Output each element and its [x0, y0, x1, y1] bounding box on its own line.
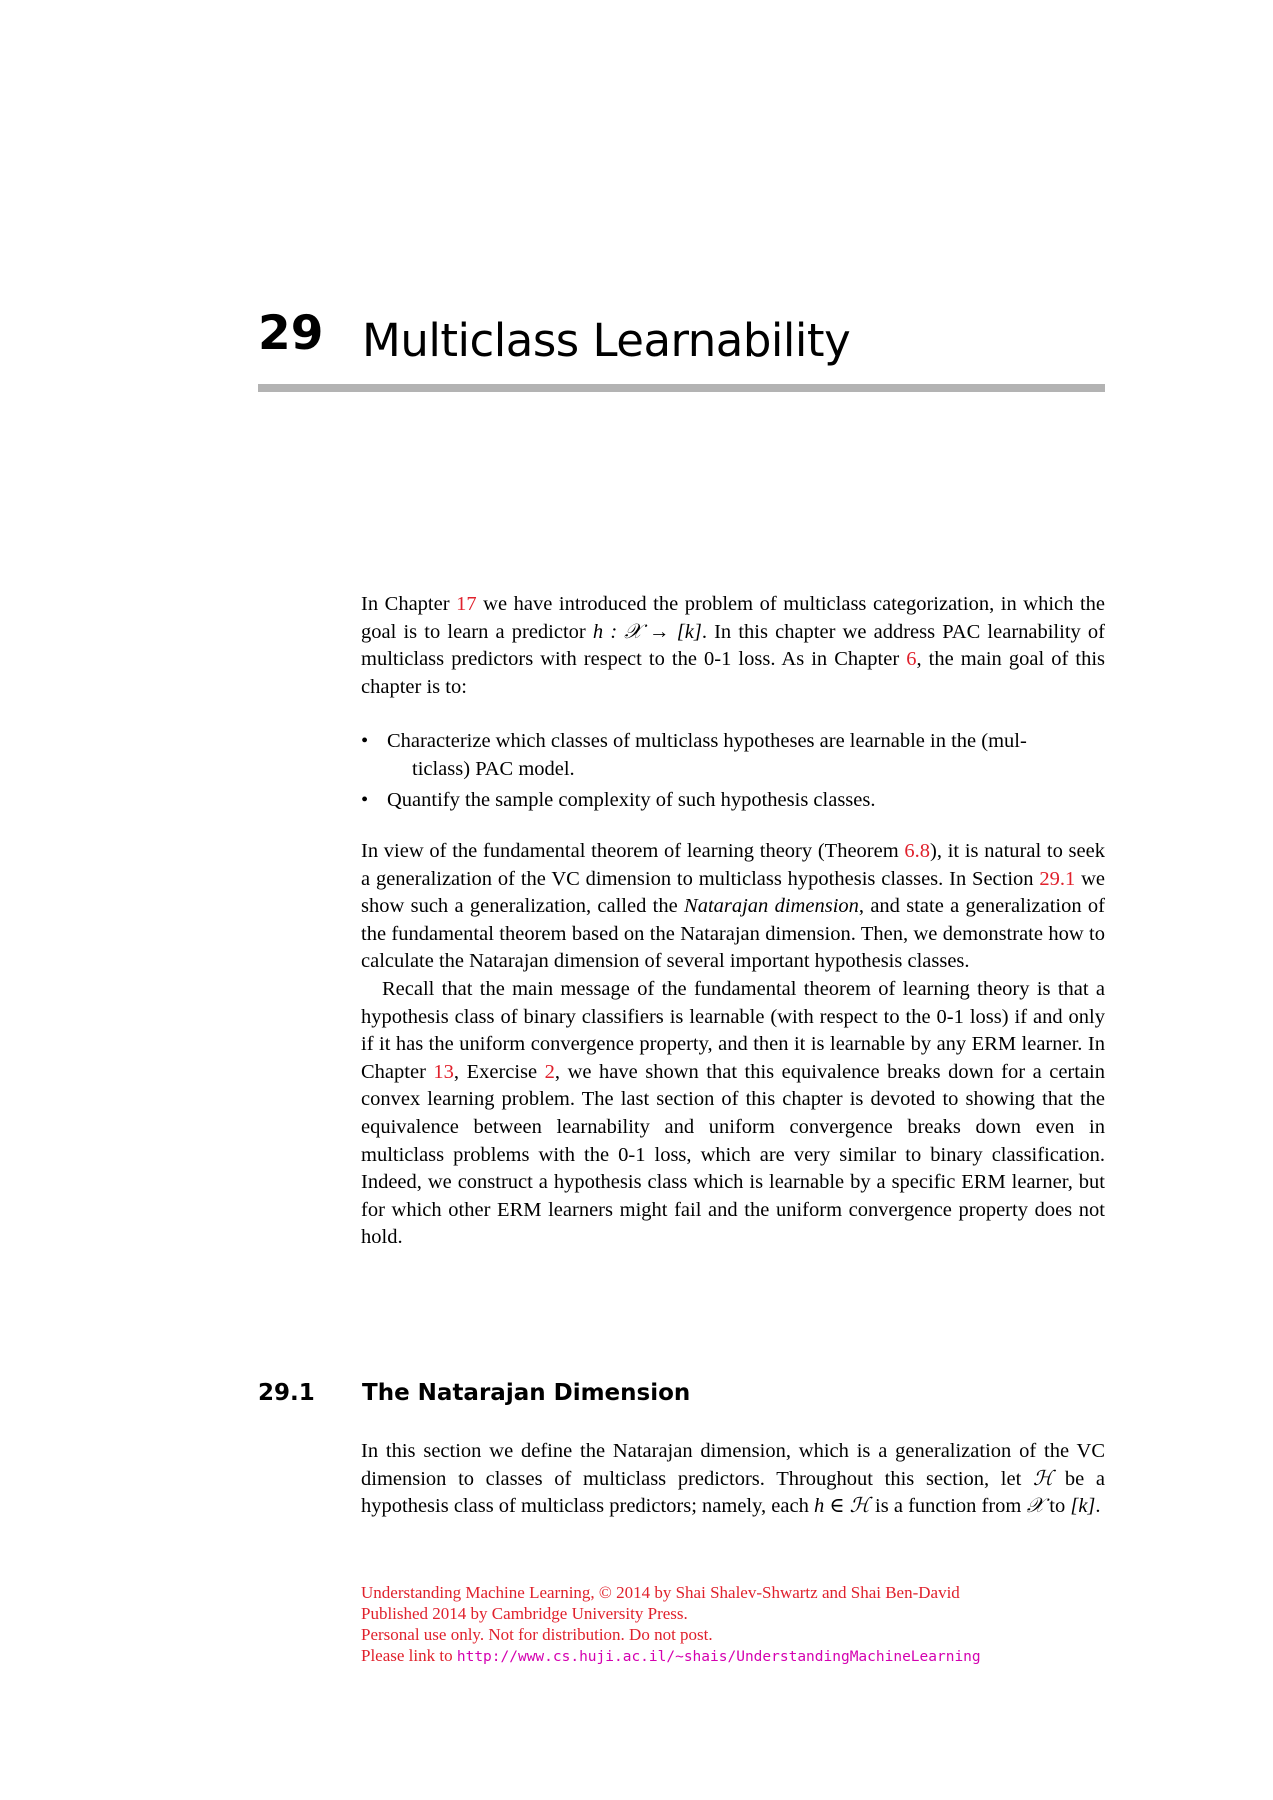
label-set-math: [k]: [1070, 1495, 1096, 1518]
domain-math: 𝒳: [1026, 1495, 1045, 1518]
chapter-17-link[interactable]: 17: [456, 593, 477, 615]
footer-line-1: Understanding Machine Learning, © 2014 by Shai Shalev-Shwartz and Shai Ben-David: [361, 1583, 960, 1602]
bullet-icon: •: [361, 789, 369, 812]
footer-line-3: Personal use only. Not for distribution. Do not post.: [361, 1625, 713, 1644]
h-in-H-math: h ∈ ℋ: [813, 1495, 870, 1518]
chapter-number: 29: [258, 306, 324, 361]
view-paragraph: [361, 838, 1105, 976]
section-text-e: .: [1095, 1495, 1101, 1518]
chapter-6-link[interactable]: 6: [906, 648, 917, 671]
view-text-d: , and state a generalization of the fundamental theorem based on the Natarajan dimension. Then, we demonstrate how to calculate the Natarajan dimension of several important hypothesis classes.: [361, 895, 1105, 973]
footer-line-4: [361, 1645, 1121, 1668]
hypothesis-class-math: ℋ: [1032, 1467, 1054, 1490]
section-title: The Natarajan Dimension: [362, 1380, 691, 1406]
intro-text-c: . In this chapter we address PAC learnability of multiclass predictors with respect to the 0-1 loss. As in Chapter: [361, 620, 1106, 671]
chapter-13-link[interactable]: 13: [433, 1060, 454, 1083]
section-number: 29.1: [258, 1380, 315, 1406]
section-text-d: to: [1044, 1495, 1071, 1518]
footer-line-2: Published 2014 by Cambridge University Press.: [361, 1604, 688, 1623]
recall-text-c: , we have shown that this equivalence breaks down for a certain convex learning problem. The last section of this chapter is devoted to showing that the equivalence between learnability and uniform convergence breaks down even in multiclass problems with the 0-1 loss, which are very similar to binary classification. Indeed, we construct a hypothesis class which is learnable by a specific ERM learner, but for which other ERM learners might fail and the uniform convergence property does not hold.: [361, 1060, 1105, 1249]
section-29-1-link[interactable]: 29.1: [1039, 867, 1076, 890]
bullet-2-line1: Quantify the sample complexity of such hypothesis classes.: [387, 789, 876, 812]
copyright-footer: [361, 1582, 1121, 1668]
footer-link-prefix: Please link to: [361, 1646, 457, 1665]
view-text-c: we show such a generalization, called the: [361, 867, 1105, 918]
list-item: [361, 728, 1105, 783]
bullet-1-line1: Characterize which classes of multiclass hypotheses are learnable in the (mul-: [387, 730, 1027, 752]
list-item: [361, 787, 1105, 815]
intro-text-a: In Chapter: [361, 593, 457, 615]
view-text-b: ), it is natural to seek a generalization of the VC dimension to multiclass hypothesis classes. In Section: [361, 840, 1105, 890]
recall-text-a: Recall that the main message of the fundamental theorem of learning theory is that a hypothesis class of binary classifiers is learnable (with respect to the 0-1 loss) if and only if it has the uniform convergence property, and then it is learnable by any ERM learner. In Chapter: [361, 977, 1105, 1083]
theorem-6-8-link[interactable]: 6.8: [904, 840, 931, 862]
intro-text-d: , the main goal of this chapter is to:: [361, 648, 1105, 698]
intro-paragraph: [361, 591, 1105, 701]
intro-text-b: we have introduced the problem of multiclass categorization, in which the goal is to learn a predictor: [361, 593, 1105, 643]
recall-text-b: , Exercise: [453, 1060, 545, 1083]
chapter-title: Multiclass Learnability: [362, 314, 851, 367]
section-text-a: In this section we define the Natarajan dimension, which is a generalization of the VC dimension to classes of multiclass predictors. Throughout this section, let: [361, 1440, 1105, 1490]
overview-paragraphs: [361, 838, 1105, 1252]
bullet-1-line2: ticlass) PAC model.: [412, 757, 575, 780]
view-text-a: In view of the fundamental theorem of learning theory (Theorem: [361, 840, 905, 862]
bullet-icon: •: [361, 730, 369, 752]
goals-list: [361, 728, 1105, 819]
natarajan-dimension-term: Natarajan dimension: [684, 895, 859, 918]
section-text-b: be a hypothesis class of multiclass predictors; namely, each: [361, 1467, 1105, 1518]
chapter-title-rule: [258, 384, 1105, 392]
predictor-math: h : 𝒳 → [k]: [592, 620, 702, 643]
recall-paragraph: [361, 976, 1105, 1252]
exercise-2-link[interactable]: 2: [544, 1060, 555, 1083]
section-paragraph: [361, 1438, 1105, 1521]
book-url-link[interactable]: http://www.cs.huji.ac.il/~shais/UnderstandingMachineLearning: [456, 1649, 981, 1665]
section-text-c: is a function from: [869, 1495, 1027, 1518]
